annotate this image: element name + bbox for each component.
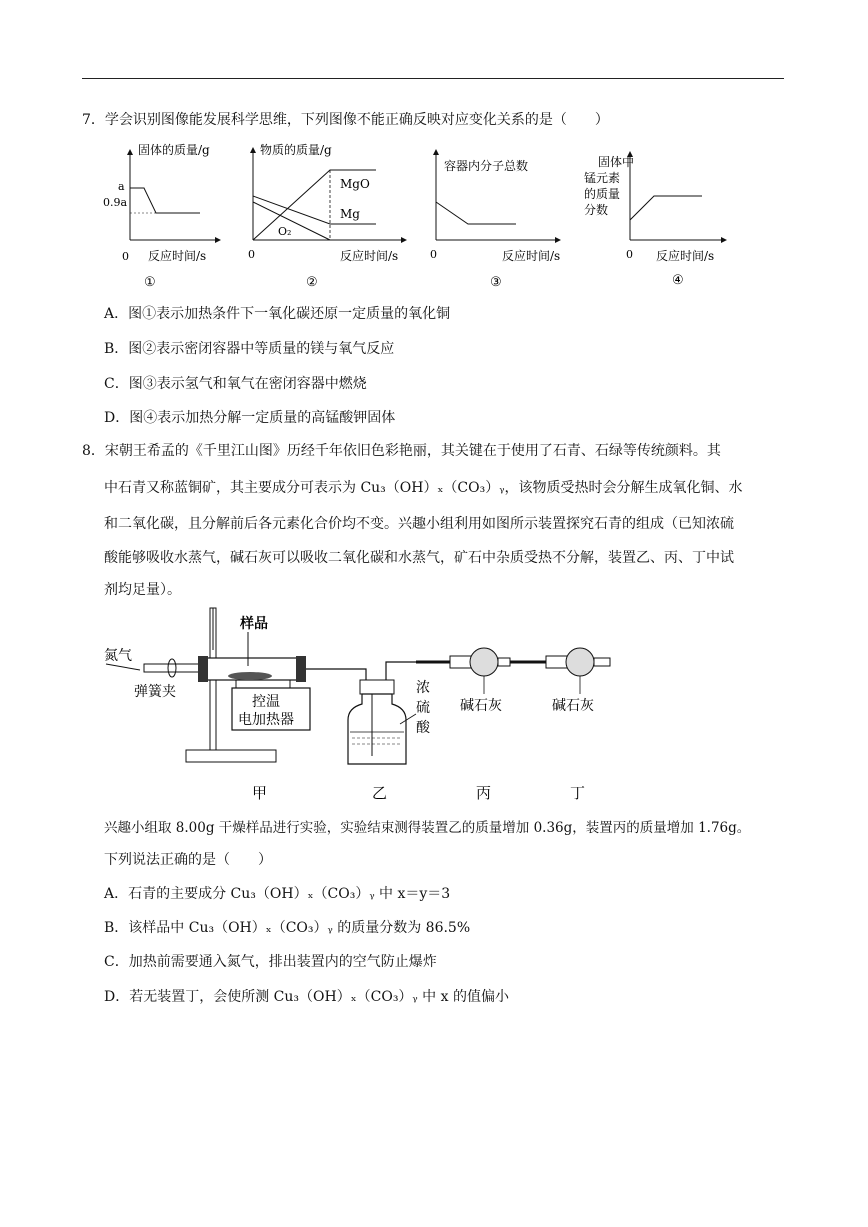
drying-tube-ding [566,648,594,676]
graph-4-ylabel-1: 固体中 [598,155,635,169]
bottle-yi [348,694,406,764]
drying-tube-bing [470,648,498,676]
graph-1-num: ① [144,275,156,290]
apparatus-heater-1: 控温 [252,694,280,710]
graph-4-origin: 0 [626,248,633,261]
apparatus-nitrogen: 氮气 [104,648,132,664]
graph-4-num: ④ [672,273,684,288]
graph-1-origin: 0 [122,250,129,263]
q8-option-a[interactable]: A．石青的主要成分 Cu₃（OH）ₓ（CO₃）ᵧ 中 x＝y＝3 [104,886,451,902]
sample-pile [228,672,272,680]
graph-2-label-mgo: MgO [340,177,370,191]
graph-4-ylabel-3: 的质量 [584,187,621,201]
graph-1-curve [130,188,200,213]
graph-3-ylabel: 容器内分子总数 [444,159,529,173]
graph-3-curve [436,202,516,224]
bottle-stopper [360,680,394,694]
stand-base [186,750,276,762]
graph-4-curve [630,196,702,220]
q7-option-a[interactable]: A．图①表示加热条件下一氧化碳还原一定质量的氧化铜 [104,306,451,322]
graph-2-label-mg: Mg [340,207,360,221]
graph-1-ylabel: 固体的质量/g [138,143,210,157]
q8-data-line: 兴趣小组取 8.00g 干燥样品进行实验，实验结束测得装置乙的质量增加 0.36g，装置丙的质量增加 1.76g。 [104,820,751,836]
tube-yi-out [386,662,416,680]
apparatus-label-jia: 甲 [252,784,268,802]
apparatus-lime-1: 碱石灰 [460,698,502,714]
tube-stopper-left [198,656,208,682]
q8-stem-1: 8．宋朝王希孟的《千里江山图》历经千年依旧色彩艳丽，其关键在于使用了石青、石绿等传统颜料。其 [82,443,721,459]
graph-1 [103,142,220,290]
q8-option-c[interactable]: C．加热前需要通入氮气，排出装置内的空气防止爆炸 [104,954,437,970]
graph-2-o2-curve [253,202,330,240]
apparatus-figure [100,600,620,805]
q7-option-b[interactable]: B．图②表示密闭容器中等质量的镁与氧气反应 [104,341,395,357]
apparatus-label-yi: 乙 [372,784,388,802]
q7-option-d[interactable]: D．图④表示加热分解一定质量的高锰酸钾固体 [104,410,396,426]
graph-3-xlabel: 反应时间/s [502,249,561,263]
graph-4-ylabel-2: 锰元素 [584,171,621,185]
q8-stem-3: 和二氧化碳，且分解前后各元素化合价均不变。兴趣小组利用如图所示装置探究石青的组成（已知浓硫 [104,516,734,532]
inlet-tube [144,664,204,672]
apparatus-svg [100,600,620,805]
graph-2-label-o2: O₂ [278,225,292,238]
q8-stem-5: 剂均足量）。 [104,582,181,598]
q8-stem-4: 酸能够吸收水蒸气，碱石灰可以吸收二氧化碳和水蒸气，矿石中杂质受热不分解，装置乙、丙、丁中试 [104,550,734,566]
q7-stem: 7．学会识别图像能发展科学思维，下列图像不能正确反映对应变化关系的是（ ） [82,112,609,128]
q8-option-b[interactable]: B．该样品中 Cu₃（OH）ₓ（CO₃）ᵧ 的质量分数为 86.5% [104,920,471,936]
graph-2-origin: 0 [248,248,255,261]
apparatus-label-ding: 丁 [570,784,586,802]
graph-3 [430,150,560,290]
apparatus-acid-2: 硫 [416,700,430,716]
apparatus-label-bing: 丙 [476,784,492,802]
q7-graphs-svg [103,140,728,290]
graph-2-xlabel: 反应时间/s [340,249,399,263]
apparatus-lime-2: 碱石灰 [552,698,594,714]
graph-2-ylabel: 物质的质量/g [260,143,332,157]
tube-to-yi [306,669,366,680]
tube-stopper-right [296,656,306,682]
apparatus-clip: 弹簧夹 [134,684,176,700]
graph-3-num: ③ [490,275,502,290]
q7-graphs [103,140,728,290]
graph-2 [248,142,406,290]
q8-stem-2: 中石青又称蓝铜矿，其主要成分可表示为 Cu₃（OH）ₓ（CO₃）ᵧ，该物质受热时会分解生成氧化铜、水 [104,480,743,496]
graph-1-tick-a: a [118,180,125,193]
nitrogen-arrow [106,664,140,670]
graph-1-xlabel: 反应时间/s [148,249,207,263]
apparatus-heater-2: 电加热器 [238,712,294,728]
q8-question-line: 下列说法正确的是（ ） [104,852,272,868]
q8-option-d[interactable]: D．若无装置丁，会使所测 Cu₃（OH）ₓ（CO₃）ᵧ 中 x 的值偏小 [104,989,509,1005]
graph-1-tick-09a: 0.9a [103,196,128,209]
apparatus-acid-1: 浓 [416,680,430,696]
graph-2-num: ② [306,275,318,290]
apparatus-acid-3: 酸 [416,720,430,736]
graph-4-ylabel-4: 分数 [584,203,609,217]
q7-option-c[interactable]: C．图③表示氢气和氧气在密闭容器中燃烧 [104,376,367,392]
graph-4 [584,152,726,288]
graph-4-xlabel: 反应时间/s [656,249,715,263]
apparatus-sample: 样品 [240,616,268,632]
graph-3-origin: 0 [430,248,437,261]
header-rule [82,78,784,79]
